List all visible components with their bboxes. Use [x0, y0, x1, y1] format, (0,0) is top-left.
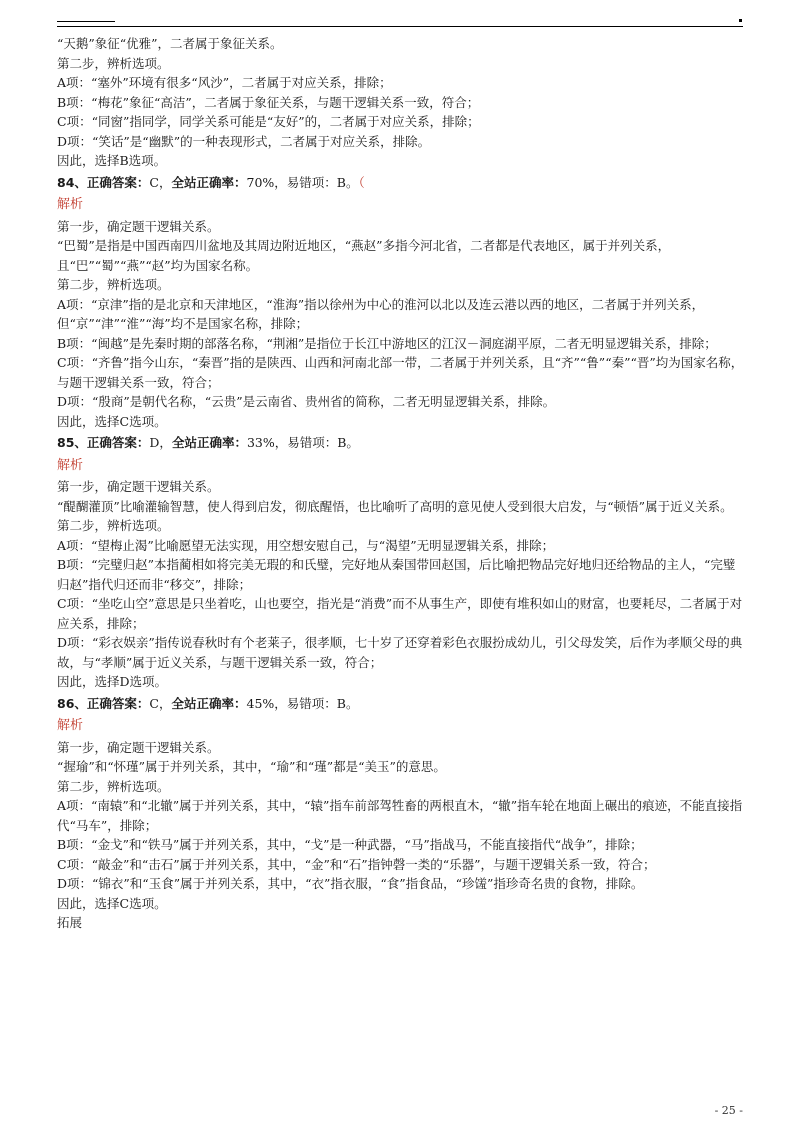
answer-line-84	[57, 173, 747, 193]
jiexi-heading-84: 解析	[57, 197, 84, 212]
text-line: B项：“梅花”象征“高洁”，二者属于象征关系，与题干逻辑关系一致，符合；	[57, 94, 480, 110]
header-rule	[57, 26, 743, 27]
answer-value: D，	[149, 435, 172, 450]
text-line: “天鹅”象征“优雅”，二者属于象征关系。	[57, 36, 283, 51]
text-line: 因此，选择B选项。	[57, 153, 167, 168]
text-line: 第一步，确定题干逻辑关系。	[57, 218, 220, 234]
answer-head: 84、正确答案：	[57, 174, 150, 190]
page-number: - 25 -	[714, 1104, 743, 1117]
answer-head: 86、正确答案：	[57, 695, 150, 711]
rate-value: 45%，易错项：B。	[246, 695, 359, 711]
text-line: C项：“坐吃山空”意思是只坐着吃，山也要空，指光是“消费”而不从事生产，即使有堆积如山的财富，也要耗尽，二者属于对应关系，排除；	[57, 596, 743, 631]
extension-heading: 拓展	[57, 915, 83, 930]
jiexi-heading-86: 解析	[57, 718, 84, 733]
text-line: 因此，选择C选项。	[57, 895, 167, 911]
text-line: “醍醐灌顶”比喻灌输智慧，使人得到启发，彻底醒悟，也比喻听了高明的意见使人受到很大启发，与“顿悟”属于近义关系。	[57, 498, 733, 514]
text-line: A项：“塞外”环境有很多“风沙”，二者属于对应关系，排除；	[57, 75, 392, 90]
header-mark-line	[57, 21, 115, 22]
rate-label: 全站正确率：	[171, 435, 247, 450]
text-line: C项：“同窗”指同学，同学关系可能是“友好”的，二者属于对应关系，排除；	[57, 114, 480, 129]
rate-value: 33%，易错项：B。	[246, 435, 359, 450]
rate-value: 70%，易错项：B。	[246, 174, 359, 190]
answer-value: C，	[149, 174, 172, 190]
text-line: 因此，选择C选项。	[57, 413, 167, 429]
text-line: 第一步，确定题干逻辑关系。	[57, 739, 220, 755]
header-dot	[739, 19, 742, 22]
answer-head: 85、正确答案：	[57, 435, 150, 450]
text-line: 第一步，确定题干逻辑关系。	[57, 479, 220, 494]
text-line: D项：“殷商”是朝代名称，“云贵”是云南省、贵州省的简称，二者无明显逻辑关系，排除。	[57, 394, 556, 409]
page-content	[57, 34, 747, 933]
text-line: D项：“笑话”是“幽默”的一种表现形式，二者属于对应关系，排除。	[57, 133, 431, 149]
answer-line-85	[57, 433, 747, 453]
text-line: A项：“京津”指的是北京和天津地区，“淮海”指以徐州为中心的淮河以北以及连云港以西的地区，二者属于并列关系，但“京”“津”“淮”“海”均不是国家名称，排除；	[57, 296, 705, 331]
rate-label: 全站正确率：	[171, 695, 247, 711]
text-line: 因此，选择D选项。	[57, 674, 168, 689]
text-line: B项：“闽越”是先秦时期的部落名称，“荆湘”是指位于长江中游地区的江汉－洞庭湖平原，二者无明显逻辑关系，排除；	[57, 335, 717, 351]
text-line: A项：“南辕”和“北辙”属于并列关系，其中，“辕”指车前部驾牲畜的两根直木，“辙”指车轮在地面上碾出的痕迹，不能直接指代“马车”，排除；	[57, 798, 743, 833]
text-line: “巴蜀”是指是中国西南四川盆地及其周边附近地区，“燕赵”多指今河北省，二者都是代表地区，属于并列关系，且“巴”“蜀”“燕”“赵”均为国家名称。	[57, 238, 671, 273]
text-line: A项：“望梅止渴”比喻愿望无法实现，用空想安慰自己，与“渴望”无明显逻辑关系，排除；	[57, 537, 555, 553]
jiexi-heading-85: 解析	[57, 457, 84, 473]
answer-line-86	[57, 694, 747, 714]
trailing-mark: （	[358, 174, 365, 190]
text-line: “握瑜”和“怀瑾”属于并列关系，其中，“瑜”和“瑾”都是“美玉”的意思。	[57, 759, 446, 774]
text-line: 第二步，辨析选项。	[57, 277, 170, 292]
text-line: 第二步，辨析选项。	[57, 518, 170, 533]
text-line: B项：“金戈”和“铁马”属于并列关系，其中，“戈”是一种武器，“马”指战马，不能直接指代“战争”，排除；	[57, 837, 643, 852]
text-line: C项：“齐鲁”指今山东，“秦晋”指的是陕西、山西和河南北部一带，二者属于并列关系，且“齐”“鲁”“秦”“晋”均为国家名称，与题干逻辑关系一致，符合；	[57, 355, 744, 390]
text-line: B项：“完璧归赵”本指蔺相如将完美无瑕的和氏璧，完好地从秦国带回赵国，后比喻把物品完好地归还给物品的主人，“完璧归赵”指代归还而非“移交”，排除；	[57, 557, 736, 592]
text-line: D项：“锦衣”和“玉食”属于并列关系，其中，“衣”指衣服，“食”指食品，“珍馐”指珍奇名贵的食物，排除。	[57, 876, 644, 891]
answer-value: C，	[149, 695, 172, 711]
rate-label: 全站正确率：	[171, 174, 247, 190]
text-line: D项：“彩衣娱亲”指传说春秋时有个老莱子，很孝顺，七十岁了还穿着彩色衣服扮成幼儿，引父母发笑，后作为孝顺父母的典故，与“孝顺”属于近义关系，与题干逻辑关系一致，符合；	[57, 635, 743, 670]
text-line: 第二步，辨析选项。	[57, 55, 170, 71]
text-line: C项：“敲金”和“击石”属于并列关系，其中，“金”和“石”指钟磬一类的“乐器”，与题干逻辑关系一致，符合；	[57, 856, 656, 872]
text-line: 第二步，辨析选项。	[57, 778, 170, 794]
